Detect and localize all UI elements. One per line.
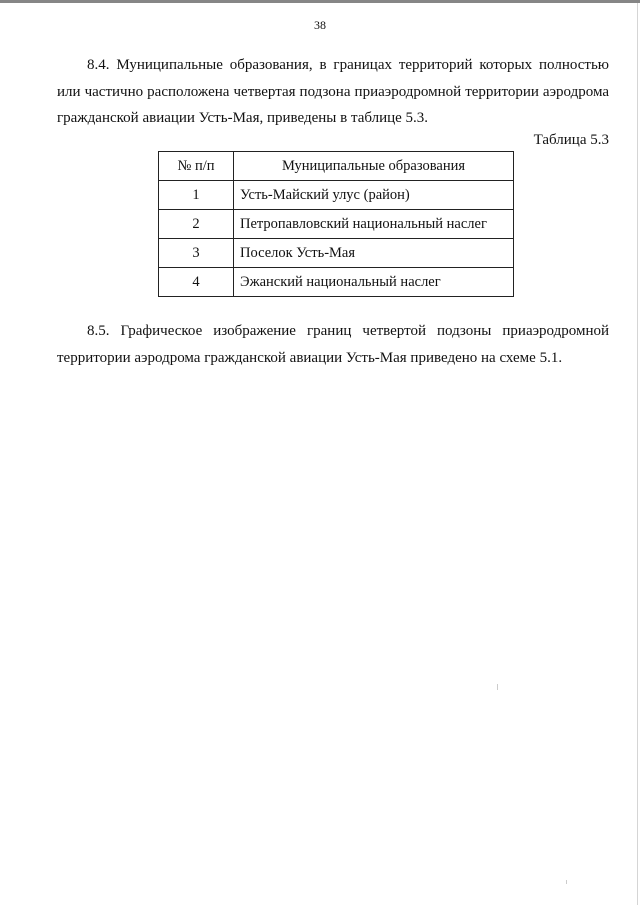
row-number: 4	[159, 268, 234, 297]
table-header-row	[159, 152, 514, 181]
table-caption: Таблица 5.3	[533, 132, 609, 148]
row-municipality: Петропавловский национальный наслег	[234, 210, 514, 239]
municipalities-table	[158, 151, 514, 297]
scan-edge-top	[0, 0, 640, 3]
row-municipality: Эжанский национальный наслег	[234, 268, 514, 297]
scan-speck	[566, 880, 567, 884]
paragraph-8-5: 8.5. Графическое изображение границ четвертой подзоны приаэродромной территории аэродрома гражданской авиации Усть-Мая приведено на схеме 5.1.	[57, 323, 609, 366]
scan-edge-right	[637, 0, 638, 905]
row-municipality: Поселок Усть-Мая	[234, 239, 514, 268]
scan-speck	[497, 684, 498, 690]
row-number: 3	[159, 239, 234, 268]
row-number: 2	[159, 210, 234, 239]
table-row	[159, 181, 514, 210]
header-municipalities: Муниципальные образования	[234, 152, 514, 181]
header-number: № п/п	[159, 152, 234, 181]
row-number: 1	[159, 181, 234, 210]
row-municipality: Усть-Майский улус (район)	[234, 181, 514, 210]
table-row	[159, 239, 514, 268]
paragraph-8-4: 8.4. Муниципальные образования, в границах территорий которых полностью или частично расположена четвертая подзона приаэродромной территории аэродрома гражданской авиации Усть-Мая, приведены в таблице 5.3.	[57, 57, 609, 126]
table-row	[159, 268, 514, 297]
table-row	[159, 210, 514, 239]
page-number: 38	[314, 18, 326, 32]
